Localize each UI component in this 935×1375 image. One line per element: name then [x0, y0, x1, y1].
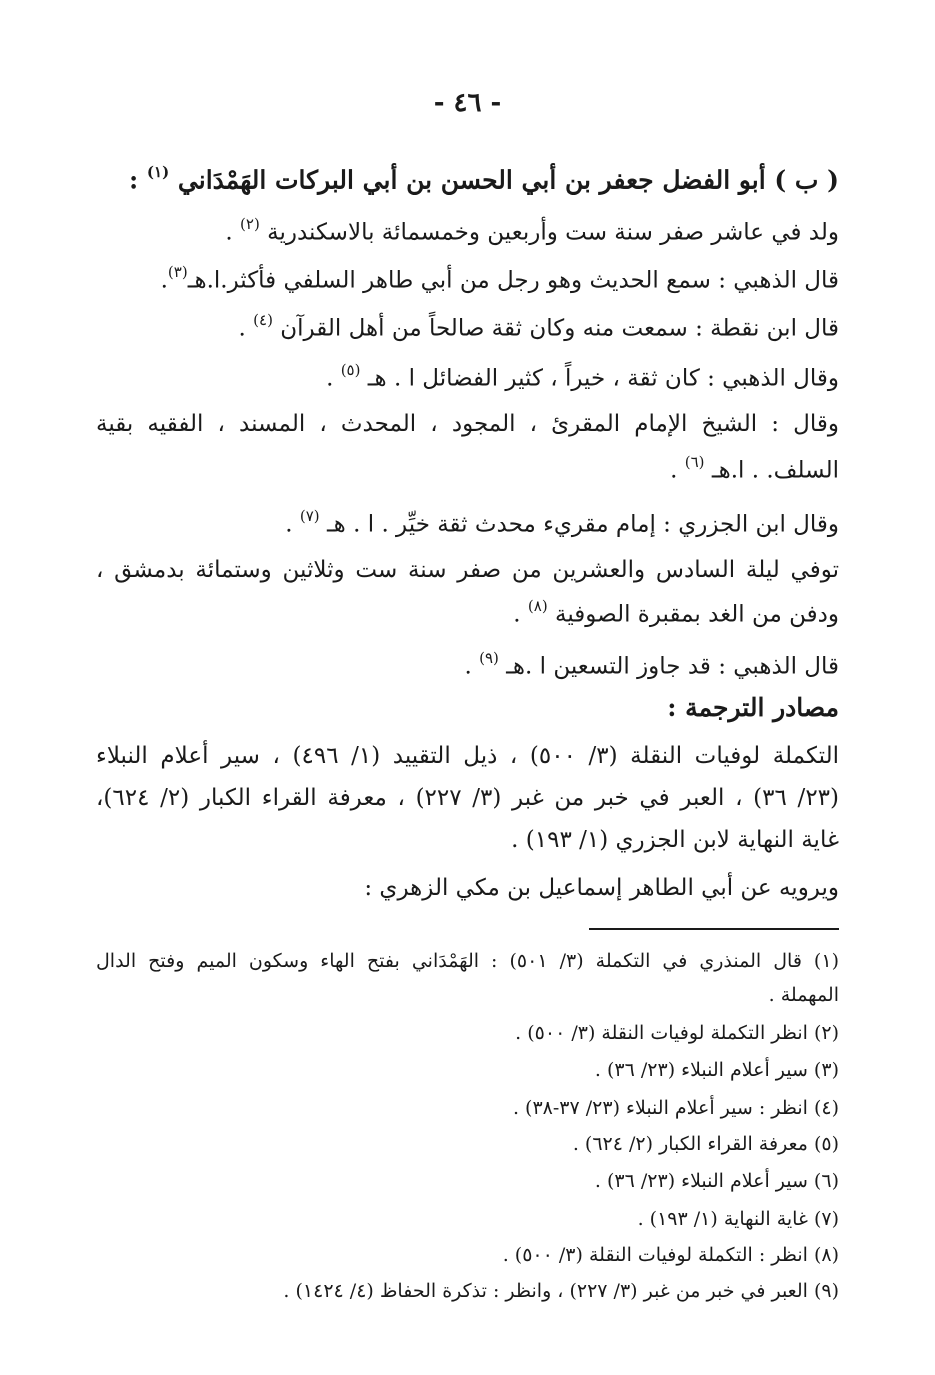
quote-dhahabi-3-line1: وقال : الشيخ الإمام المقرئ ، المجود ، المحدث ، المسند ، الفقيه بقية [96, 411, 839, 437]
page-number: - ٤٦ - [433, 88, 502, 118]
birth-tail: . [225, 219, 241, 246]
narration-line: ويرويه عن أبي الطاهر إسماعيل بن مكي الزهري : [364, 875, 839, 901]
entry-heading-tail: : [128, 165, 147, 195]
footnote-1-cont: المهملة . [768, 984, 839, 1006]
quote-dhahabi-4-tail: . [464, 653, 480, 680]
death-tail: . [513, 601, 528, 628]
footnote-6: (٦) سير أعلام النبلاء (٢٣/ ٣٦) . [594, 1170, 839, 1192]
quote-ibn-jazari-tail: . [285, 511, 300, 538]
birth-text: ولد في عاشر صفر سنة ست وأربعين وخمسمائة بالاسكندرية [267, 219, 839, 246]
death-line1: توفي ليلة السادس والعشرين من صفر سنة ست وثلاثين وستمائة بدمشق ، [96, 557, 839, 583]
footnote-4: (٤) انظر : سير أعلام النبلاء (٢٣/ ٣٧-٣٨) . [512, 1097, 839, 1119]
quote-ibn-nuqta-text: قال ابن نقطة : سمعت منه وكان ثقة صالحاً من أهل القرآن [280, 315, 839, 342]
quote-dhahabi-2 [326, 354, 839, 397]
footnote-2: (٢) انظر التكملة لوفيات النقلة (٣/ ٥٠٠) . [515, 1022, 839, 1044]
quote-ibn-nuqta [239, 304, 839, 347]
entry-heading-text: ( ب ) أبو الفضل جعفر بن أبي الحسن بن أبي البركات الهَمْدَاني [177, 165, 839, 195]
quote-dhahabi-2-text: وقال الذهبي : كان ثقة ، خيراً ، كثير الفضائل ا . هـ [367, 365, 839, 392]
quote-dhahabi-3-line2 [670, 446, 839, 489]
sources-line2: (٢٣/ ٣٦) ، العبر في خبر من غبر (٣/ ٢٢٧) ، معرفة القراء الكبار (٢/ ٦٢٤)، [96, 785, 840, 811]
footnote-ref-6[interactable]: (٦) [684, 453, 705, 471]
quote-dhahabi-4 [464, 642, 839, 685]
quote-dhahabi-4-text: قال الذهبي : قد جاوز التسعين ا .هـ [506, 653, 839, 680]
footnote-ref-1[interactable]: (١) [146, 163, 170, 181]
footnote-8: (٨) انظر : التكملة لوفيات النقلة (٣/ ٥٠٠) . [502, 1244, 839, 1266]
footnote-ref-7[interactable]: (٧) [299, 507, 320, 525]
sources-heading: مصادر الترجمة : [667, 693, 839, 722]
sources-line1: التكملة لوفيات النقلة (٣/ ٥٠٠) ، ذيل التقييد (١/ ٤٩٦) ، سير أعلام النبلاء [96, 743, 840, 769]
quote-dhahabi-1-tail: . [160, 267, 168, 294]
footnote-ref-8[interactable]: (٨) [527, 597, 548, 615]
footnote-ref-3[interactable]: (٣) [167, 263, 188, 281]
quote-ibn-jazari-text: وقال ابن الجزري : إمام مقريء محدث ثقة خيِّر . ا . هـ [326, 511, 839, 538]
quote-dhahabi-1-text: قال الذهبي : سمع الحديث وهو رجل من أبي طاهر السلفي فأكثر.ا.هـ [187, 267, 839, 294]
entry-heading [129, 156, 839, 198]
footnote-ref-5[interactable]: (٥) [340, 361, 361, 379]
quote-dhahabi-3-line2-text: السلف. . ا.هـ [711, 457, 839, 484]
sources-line3: غاية النهاية لابن الجزري (١/ ١٩٣) . [511, 827, 839, 853]
quote-dhahabi-1 [161, 256, 839, 299]
quote-dhahabi-3-tail: . [670, 457, 685, 484]
footnote-7: (٧) غاية النهاية (١/ ١٩٣) . [637, 1208, 839, 1230]
footnote-ref-2[interactable]: (٢) [240, 215, 260, 233]
footnote-9: (٩) العبر في خبر من غبر (٣/ ٢٢٧) ، وانظر : تذكرة الحفاظ (٤/ ١٤٢٤) . [283, 1280, 839, 1302]
footnote-separator [589, 928, 839, 930]
quote-dhahabi-2-tail: . [326, 365, 341, 392]
death-line2-text: ودفن من الغد بمقبرة الصوفية [555, 601, 839, 628]
footnote-ref-9[interactable]: (٩) [479, 649, 499, 667]
birth-line [225, 208, 839, 251]
death-line2 [513, 590, 839, 633]
footnote-1: (١) قال المنذري في التكملة (٣/ ٥٠١) : الهَمْدَاني بفتح الهاء وسكون الميم وفتح الدال [96, 950, 839, 972]
footnote-5: (٥) معرفة القراء الكبار (٢/ ٦٢٤) . [572, 1133, 839, 1155]
quote-ibn-jazari [285, 500, 839, 543]
footnote-3: (٣) سير أعلام النبلاء (٢٣/ ٣٦) . [594, 1059, 839, 1081]
quote-ibn-nuqta-tail: . [238, 315, 254, 342]
footnote-ref-4[interactable]: (٤) [253, 311, 273, 329]
